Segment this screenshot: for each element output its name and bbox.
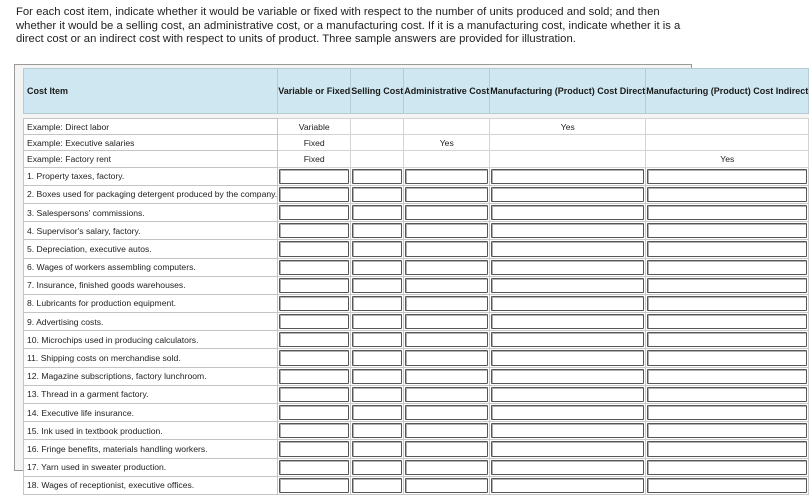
answer-cell-selling [351, 331, 404, 349]
answer-input-variable-fixed[interactable] [279, 187, 349, 202]
answer-cell-variable-fixed [278, 222, 351, 240]
answer-input-mfg-indirect[interactable] [647, 260, 807, 275]
answer-cell-variable-fixed [278, 349, 351, 367]
answer-cell-variable-fixed [278, 258, 351, 276]
table-row [24, 331, 809, 349]
answer-cell-mfg-indirect [646, 440, 809, 458]
cost-item-label: 6. Wages of workers assembling computers. [24, 258, 278, 276]
answer-cell-administrative [404, 294, 490, 312]
answer-cell-administrative [404, 404, 490, 422]
answer-input-selling[interactable] [352, 460, 402, 475]
table-row [24, 222, 809, 240]
answer-cell-mfg-indirect [646, 404, 809, 422]
cost-item-label: 14. Executive life insurance. [24, 404, 278, 422]
answer-cell-selling [351, 294, 404, 312]
answer-cell-mfg-direct [490, 476, 646, 494]
cost-item-label: 4. Supervisor's salary, factory. [24, 222, 278, 240]
cost-item-label: 16. Fringe benefits, materials handling workers. [24, 440, 278, 458]
example-answer-mfg-indirect [646, 135, 809, 151]
answer-input-mfg-direct[interactable] [491, 387, 644, 402]
answer-cell-administrative [404, 185, 490, 203]
answer-cell-mfg-direct [490, 276, 646, 294]
answer-input-variable-fixed[interactable] [279, 296, 349, 311]
answer-cell-mfg-indirect [646, 385, 809, 403]
answer-input-selling[interactable] [352, 187, 402, 202]
answer-cell-administrative [404, 203, 490, 221]
answer-input-selling[interactable] [352, 296, 402, 311]
answer-input-administrative[interactable] [405, 332, 488, 347]
answer-input-administrative[interactable] [405, 205, 488, 220]
answer-cell-mfg-direct [490, 458, 646, 476]
answer-cell-selling [351, 476, 404, 494]
answer-input-administrative[interactable] [405, 223, 488, 238]
example-cost-item: Example: Direct labor [24, 119, 278, 135]
example-answer-administrative [404, 119, 490, 135]
answer-input-selling[interactable] [352, 478, 402, 493]
answer-cell-variable-fixed [278, 385, 351, 403]
answer-input-selling[interactable] [352, 314, 402, 329]
answer-cell-variable-fixed [278, 476, 351, 494]
answer-cell-mfg-indirect [646, 185, 809, 203]
answer-cell-selling [351, 422, 404, 440]
table-row [24, 313, 809, 331]
answer-input-variable-fixed[interactable] [279, 478, 349, 493]
example-answer-selling [351, 119, 404, 135]
answer-input-variable-fixed[interactable] [279, 314, 349, 329]
cost-item-label: 8. Lubricants for production equipment. [24, 294, 278, 312]
instructions-text: For each cost item, indicate whether it would be variable or fixed with respect to the number of units produced and sold; and then whether it would be a selling cost, an administrative cost, or a manufacturing cost. If it is a manufacturing cost, indicate whether it is a direct cost or an indirect cost with respect to units of product. Three sample answers are provided for illustration. [16, 6, 681, 46]
answer-input-mfg-indirect[interactable] [647, 278, 807, 293]
example-cost-item: Example: Executive salaries [24, 135, 278, 151]
answer-cell-mfg-direct [490, 258, 646, 276]
answer-input-mfg-indirect[interactable] [647, 369, 807, 384]
answer-cell-selling [351, 258, 404, 276]
example-answer-mfg-indirect: Yes [646, 151, 809, 167]
table-row [24, 276, 809, 294]
answer-cell-selling [351, 385, 404, 403]
answer-cell-administrative [404, 240, 490, 258]
answer-input-variable-fixed[interactable] [279, 441, 349, 456]
example-answer-variable-fixed: Fixed [278, 151, 351, 167]
cost-item-label: 17. Yarn used in sweater production. [24, 458, 278, 476]
answer-cell-variable-fixed [278, 313, 351, 331]
cost-item-label: 2. Boxes used for packaging detergent produced by the company. [24, 185, 278, 203]
example-row [24, 151, 809, 167]
answer-input-mfg-direct[interactable] [491, 332, 644, 347]
answer-input-mfg-direct[interactable] [491, 187, 644, 202]
answer-cell-mfg-direct [490, 313, 646, 331]
answer-cell-mfg-direct [490, 349, 646, 367]
answer-input-variable-fixed[interactable] [279, 369, 349, 384]
answer-cell-mfg-direct [490, 222, 646, 240]
example-cost-item: Example: Factory rent [24, 151, 278, 167]
example-answer-variable-fixed: Variable [278, 119, 351, 135]
table-row [24, 349, 809, 367]
cost-item-label: 1. Property taxes, factory. [24, 167, 278, 185]
answer-cell-variable-fixed [278, 185, 351, 203]
answer-input-administrative[interactable] [405, 460, 488, 475]
answer-cell-administrative [404, 458, 490, 476]
answer-input-selling[interactable] [352, 405, 402, 420]
answer-cell-mfg-indirect [646, 349, 809, 367]
example-answer-administrative [404, 151, 490, 167]
answer-input-selling[interactable] [352, 423, 402, 438]
answer-cell-mfg-indirect [646, 367, 809, 385]
answer-input-mfg-indirect[interactable] [647, 405, 807, 420]
answer-cell-variable-fixed [278, 240, 351, 258]
cost-item-label: 3. Salespersons' commissions. [24, 203, 278, 221]
answer-input-mfg-direct[interactable] [491, 169, 644, 184]
answer-cell-mfg-direct [490, 185, 646, 203]
answer-input-mfg-indirect[interactable] [647, 314, 807, 329]
answer-input-selling[interactable] [352, 350, 402, 365]
answer-input-administrative[interactable] [405, 423, 488, 438]
answer-input-variable-fixed[interactable] [279, 223, 349, 238]
answer-cell-mfg-indirect [646, 458, 809, 476]
cost-item-label: 18. Wages of receptionist, executive offices. [24, 476, 278, 494]
answer-cell-mfg-indirect [646, 222, 809, 240]
table-row [24, 440, 809, 458]
header-cost-item: Cost Item [24, 69, 278, 114]
header-manufacturing-direct: Manufacturing (Product) Cost Direct [490, 69, 646, 114]
answer-cell-administrative [404, 276, 490, 294]
table-row [24, 258, 809, 276]
answer-input-mfg-indirect[interactable] [647, 423, 807, 438]
example-answer-mfg-direct: Yes [490, 119, 646, 135]
answer-input-mfg-direct[interactable] [491, 478, 644, 493]
table-row [24, 167, 809, 185]
answer-input-administrative[interactable] [405, 478, 488, 493]
cost-classification-table [23, 68, 809, 495]
answer-cell-mfg-direct [490, 331, 646, 349]
answer-cell-mfg-direct [490, 203, 646, 221]
answer-cell-mfg-indirect [646, 258, 809, 276]
answer-input-administrative[interactable] [405, 314, 488, 329]
table-row [24, 476, 809, 494]
answer-cell-selling [351, 367, 404, 385]
answer-cell-selling [351, 458, 404, 476]
answer-input-mfg-direct[interactable] [491, 296, 644, 311]
answer-input-selling[interactable] [352, 332, 402, 347]
answer-input-variable-fixed[interactable] [279, 423, 349, 438]
answer-input-selling[interactable] [352, 169, 402, 184]
answer-cell-selling [351, 203, 404, 221]
answer-input-mfg-direct[interactable] [491, 223, 644, 238]
cost-item-label: 9. Advertising costs. [24, 313, 278, 331]
answer-input-mfg-direct[interactable] [491, 441, 644, 456]
answer-input-selling[interactable] [352, 387, 402, 402]
answer-input-administrative[interactable] [405, 296, 488, 311]
example-row [24, 135, 809, 151]
answer-input-variable-fixed[interactable] [279, 350, 349, 365]
answer-cell-mfg-indirect [646, 476, 809, 494]
cost-item-label: 15. Ink used in textbook production. [24, 422, 278, 440]
answer-cell-selling [351, 240, 404, 258]
answer-input-mfg-direct[interactable] [491, 405, 644, 420]
answer-input-variable-fixed[interactable] [279, 241, 349, 256]
answer-input-mfg-indirect[interactable] [647, 478, 807, 493]
answer-input-mfg-direct[interactable] [491, 260, 644, 275]
answer-input-mfg-direct[interactable] [491, 423, 644, 438]
answer-cell-administrative [404, 313, 490, 331]
answer-input-selling[interactable] [352, 241, 402, 256]
answer-input-administrative[interactable] [405, 169, 488, 184]
table-row [24, 203, 809, 221]
answer-input-mfg-direct[interactable] [491, 205, 644, 220]
example-answer-administrative: Yes [404, 135, 490, 151]
answer-cell-mfg-direct [490, 404, 646, 422]
answer-cell-variable-fixed [278, 167, 351, 185]
answer-cell-variable-fixed [278, 294, 351, 312]
answer-cell-mfg-indirect [646, 294, 809, 312]
answer-input-mfg-indirect[interactable] [647, 223, 807, 238]
answer-input-mfg-direct[interactable] [491, 350, 644, 365]
answer-input-mfg-indirect[interactable] [647, 441, 807, 456]
example-answer-mfg-direct [490, 151, 646, 167]
answer-cell-variable-fixed [278, 404, 351, 422]
answer-cell-mfg-indirect [646, 313, 809, 331]
answer-input-mfg-indirect[interactable] [647, 296, 807, 311]
answer-cell-variable-fixed [278, 367, 351, 385]
answer-input-selling[interactable] [352, 205, 402, 220]
cost-item-label: 12. Magazine subscriptions, factory lunchroom. [24, 367, 278, 385]
answer-cell-mfg-indirect [646, 422, 809, 440]
answer-input-administrative[interactable] [405, 405, 488, 420]
answer-cell-variable-fixed [278, 458, 351, 476]
answer-input-mfg-direct[interactable] [491, 369, 644, 384]
answer-cell-mfg-indirect [646, 167, 809, 185]
example-answer-mfg-direct [490, 135, 646, 151]
answer-cell-administrative [404, 258, 490, 276]
answer-cell-administrative [404, 222, 490, 240]
answer-input-administrative[interactable] [405, 278, 488, 293]
answer-cell-administrative [404, 167, 490, 185]
answer-input-administrative[interactable] [405, 369, 488, 384]
cost-item-label: 10. Microchips used in producing calculators. [24, 331, 278, 349]
answer-cell-mfg-indirect [646, 276, 809, 294]
answer-cell-variable-fixed [278, 276, 351, 294]
answer-input-mfg-indirect[interactable] [647, 169, 807, 184]
answer-input-mfg-indirect[interactable] [647, 241, 807, 256]
answer-input-administrative[interactable] [405, 350, 488, 365]
table-row [24, 422, 809, 440]
answer-cell-mfg-direct [490, 385, 646, 403]
answer-input-mfg-direct[interactable] [491, 241, 644, 256]
header-variable-or-fixed: Variable or Fixed [278, 69, 351, 114]
answer-cell-administrative [404, 367, 490, 385]
cost-classification-worksheet [14, 64, 809, 491]
answer-cell-mfg-indirect [646, 203, 809, 221]
answer-input-administrative[interactable] [405, 260, 488, 275]
answer-cell-selling [351, 185, 404, 203]
answer-input-mfg-indirect[interactable] [647, 350, 807, 365]
table-row [24, 367, 809, 385]
answer-cell-variable-fixed [278, 331, 351, 349]
answer-cell-variable-fixed [278, 440, 351, 458]
answer-input-selling[interactable] [352, 260, 402, 275]
answer-cell-mfg-indirect [646, 240, 809, 258]
answer-input-variable-fixed[interactable] [279, 169, 349, 184]
table-body [24, 119, 809, 495]
answer-input-variable-fixed[interactable] [279, 387, 349, 402]
answer-input-variable-fixed[interactable] [279, 405, 349, 420]
answer-cell-administrative [404, 440, 490, 458]
answer-cell-administrative [404, 331, 490, 349]
cost-item-label: 11. Shipping costs on merchandise sold. [24, 349, 278, 367]
answer-input-variable-fixed[interactable] [279, 460, 349, 475]
table-row [24, 458, 809, 476]
answer-input-selling[interactable] [352, 278, 402, 293]
answer-input-mfg-indirect[interactable] [647, 205, 807, 220]
table-row [24, 294, 809, 312]
answer-cell-mfg-direct [490, 422, 646, 440]
answer-input-administrative[interactable] [405, 387, 488, 402]
cost-item-label: 7. Insurance, finished goods warehouses. [24, 276, 278, 294]
table-row [24, 404, 809, 422]
answer-cell-administrative [404, 385, 490, 403]
answer-input-variable-fixed[interactable] [279, 205, 349, 220]
answer-cell-mfg-direct [490, 294, 646, 312]
cost-item-label: 5. Depreciation, executive autos. [24, 240, 278, 258]
answer-cell-mfg-direct [490, 367, 646, 385]
answer-input-mfg-direct[interactable] [491, 460, 644, 475]
example-answer-selling [351, 151, 404, 167]
example-answer-variable-fixed: Fixed [278, 135, 351, 151]
answer-input-mfg-indirect[interactable] [647, 187, 807, 202]
answer-cell-variable-fixed [278, 203, 351, 221]
answer-cell-mfg-indirect [646, 331, 809, 349]
answer-cell-selling [351, 349, 404, 367]
table-row [24, 185, 809, 203]
example-row [24, 119, 809, 135]
answer-cell-administrative [404, 476, 490, 494]
answer-input-variable-fixed[interactable] [279, 332, 349, 347]
table-header-row [24, 69, 809, 114]
answer-cell-selling [351, 222, 404, 240]
answer-cell-mfg-direct [490, 440, 646, 458]
header-manufacturing-indirect: Manufacturing (Product) Cost Indirect [646, 69, 809, 114]
answer-cell-mfg-direct [490, 167, 646, 185]
answer-input-mfg-direct[interactable] [491, 278, 644, 293]
answer-input-mfg-indirect[interactable] [647, 460, 807, 475]
header-selling-cost: Selling Cost [351, 69, 404, 114]
answer-input-selling[interactable] [352, 441, 402, 456]
answer-input-variable-fixed[interactable] [279, 278, 349, 293]
example-answer-selling [351, 135, 404, 151]
answer-cell-mfg-direct [490, 240, 646, 258]
answer-cell-administrative [404, 349, 490, 367]
answer-input-administrative[interactable] [405, 187, 488, 202]
cost-item-label: 13. Thread in a garment factory. [24, 385, 278, 403]
answer-cell-selling [351, 313, 404, 331]
header-administrative-cost: Administrative Cost [404, 69, 490, 114]
answer-input-administrative[interactable] [405, 241, 488, 256]
answer-cell-variable-fixed [278, 422, 351, 440]
answer-cell-selling [351, 440, 404, 458]
answer-input-mfg-direct[interactable] [491, 314, 644, 329]
table-row [24, 385, 809, 403]
answer-input-selling[interactable] [352, 223, 402, 238]
answer-input-selling[interactable] [352, 369, 402, 384]
answer-input-variable-fixed[interactable] [279, 260, 349, 275]
example-answer-mfg-indirect [646, 119, 809, 135]
answer-input-mfg-indirect[interactable] [647, 332, 807, 347]
answer-input-mfg-indirect[interactable] [647, 387, 807, 402]
answer-cell-selling [351, 404, 404, 422]
table-row [24, 240, 809, 258]
answer-cell-administrative [404, 422, 490, 440]
answer-cell-selling [351, 276, 404, 294]
answer-input-administrative[interactable] [405, 441, 488, 456]
answer-cell-selling [351, 167, 404, 185]
